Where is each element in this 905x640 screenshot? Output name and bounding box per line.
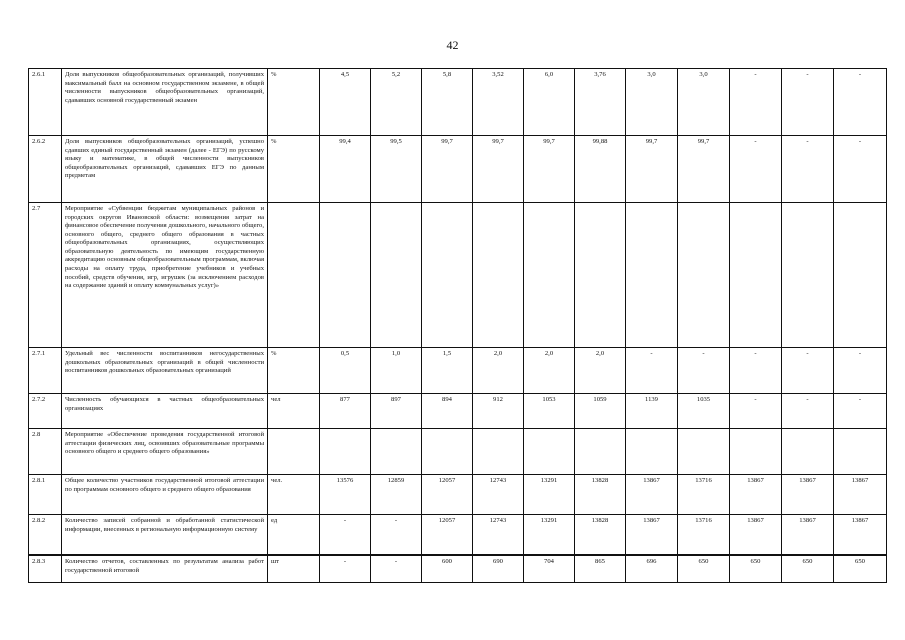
value-cell: 13867 bbox=[730, 515, 782, 556]
value-cell: 99,7 bbox=[422, 136, 473, 203]
table-row bbox=[29, 69, 887, 136]
unit-cell: ед bbox=[268, 515, 320, 556]
row-number-cell: 2.8.3 bbox=[29, 555, 62, 583]
value-cell: - bbox=[782, 394, 834, 429]
table-row bbox=[29, 203, 887, 348]
value-cell: 600 bbox=[422, 555, 473, 583]
value-cell: - bbox=[782, 348, 834, 394]
value-cell bbox=[422, 203, 473, 348]
value-cell bbox=[575, 203, 626, 348]
value-cell bbox=[834, 429, 887, 475]
value-cell bbox=[626, 203, 678, 348]
value-cell: 3,52 bbox=[473, 69, 524, 136]
value-cell bbox=[422, 429, 473, 475]
row-number-cell: 2.6.2 bbox=[29, 136, 62, 203]
value-cell: 3,0 bbox=[678, 69, 730, 136]
unit-cell bbox=[268, 203, 320, 348]
table-row bbox=[29, 348, 887, 394]
row-number-cell: 2.8.1 bbox=[29, 475, 62, 515]
value-cell: 2,0 bbox=[524, 348, 575, 394]
value-cell: 2,0 bbox=[473, 348, 524, 394]
value-cell: 12743 bbox=[473, 515, 524, 556]
value-cell: 99,4 bbox=[320, 136, 371, 203]
value-cell: 13867 bbox=[782, 515, 834, 556]
table-row bbox=[29, 429, 887, 475]
value-cell: 13867 bbox=[730, 475, 782, 515]
value-cell: 99,7 bbox=[678, 136, 730, 203]
page-number: 42 bbox=[446, 38, 459, 52]
value-cell: 13828 bbox=[575, 475, 626, 515]
value-cell bbox=[371, 203, 422, 348]
unit-cell: % bbox=[268, 136, 320, 203]
value-cell bbox=[320, 429, 371, 475]
value-cell: 13867 bbox=[782, 475, 834, 515]
value-cell: - bbox=[626, 348, 678, 394]
value-cell: 0,5 bbox=[320, 348, 371, 394]
value-cell bbox=[473, 203, 524, 348]
value-cell: 877 bbox=[320, 394, 371, 429]
unit-cell: % bbox=[268, 348, 320, 394]
table-row bbox=[29, 515, 887, 556]
indicator-name-cell: Доля выпускников общеобразовательных организаций, успешно сдавших единый государственный экзамен (далее - ЕГЭ) по русскому языку и математике, в общей численности выпускников общеобразовательных организаций, сдававших ЕГЭ по данным предметам bbox=[62, 136, 268, 203]
table-row bbox=[29, 475, 887, 515]
value-cell: 13867 bbox=[626, 515, 678, 556]
value-cell: 99,7 bbox=[626, 136, 678, 203]
row-number-cell: 2.6.1 bbox=[29, 69, 62, 136]
table-row bbox=[29, 394, 887, 429]
value-cell: 12743 bbox=[473, 475, 524, 515]
value-cell: 13867 bbox=[834, 475, 887, 515]
table-row bbox=[29, 136, 887, 203]
value-cell bbox=[626, 429, 678, 475]
row-number-cell: 2.7.2 bbox=[29, 394, 62, 429]
value-cell: 13576 bbox=[320, 475, 371, 515]
row-number-cell: 2.8 bbox=[29, 429, 62, 475]
value-cell: 894 bbox=[422, 394, 473, 429]
unit-cell: % bbox=[268, 69, 320, 136]
value-cell: - bbox=[730, 348, 782, 394]
value-cell bbox=[575, 429, 626, 475]
value-cell: 912 bbox=[473, 394, 524, 429]
value-cell: 865 bbox=[575, 555, 626, 583]
value-cell: 650 bbox=[730, 555, 782, 583]
value-cell bbox=[371, 429, 422, 475]
value-cell: 13291 bbox=[524, 475, 575, 515]
value-cell: 13867 bbox=[834, 515, 887, 556]
value-cell: 12057 bbox=[422, 475, 473, 515]
value-cell bbox=[782, 429, 834, 475]
value-cell bbox=[524, 429, 575, 475]
unit-cell: шт bbox=[268, 555, 320, 583]
value-cell: - bbox=[834, 394, 887, 429]
value-cell: - bbox=[782, 136, 834, 203]
value-cell: 1,0 bbox=[371, 348, 422, 394]
value-cell: 99,7 bbox=[524, 136, 575, 203]
value-cell: - bbox=[678, 348, 730, 394]
value-cell: 2,0 bbox=[575, 348, 626, 394]
value-cell: 650 bbox=[834, 555, 887, 583]
value-cell: 704 bbox=[524, 555, 575, 583]
value-cell: 1,5 bbox=[422, 348, 473, 394]
value-cell: - bbox=[834, 348, 887, 394]
value-cell: 12859 bbox=[371, 475, 422, 515]
value-cell: 1053 bbox=[524, 394, 575, 429]
indicator-name-cell: Общее количество участников государственной итоговой аттестации по программам основного общего и среднего общего образования bbox=[62, 475, 268, 515]
value-cell: 13716 bbox=[678, 515, 730, 556]
value-cell: 13716 bbox=[678, 475, 730, 515]
value-cell bbox=[473, 429, 524, 475]
value-cell: 1139 bbox=[626, 394, 678, 429]
row-number-cell: 2.7.1 bbox=[29, 348, 62, 394]
indicator-name-cell: Количество записей собранной и обработанной статистической информации, внесенных в региональную информационную систему bbox=[62, 515, 268, 556]
value-cell: 5,2 bbox=[371, 69, 422, 136]
indicator-name-cell: Мероприятие «Субвенции бюджетам муниципальных районов и городских округов Ивановской области: возмещения затрат на финансовое обеспечение получения дошкольного, начального общего, основного общего, среднего общего образования в частных общеобразовательных организациях, осуществляющих образовательную деятельность по имеющим государственную аккредитацию основным общеобразовательным программам, включая расходы на оплату труда, приобретение учебников и учебных пособий, средств обучения, игр, игрушек (за исключением расходов на содержание зданий и оплату коммунальных услуг)» bbox=[62, 203, 268, 348]
value-cell: - bbox=[782, 69, 834, 136]
row-number-cell: 2.8.2 bbox=[29, 515, 62, 556]
value-cell: - bbox=[320, 555, 371, 583]
value-cell: 650 bbox=[678, 555, 730, 583]
indicator-name-cell: Удельный вес численности воспитанников негосударственных дошкольных образовательных организаций в общей численности воспитанников дошкольных образовательных организаций bbox=[62, 348, 268, 394]
value-cell: - bbox=[730, 136, 782, 203]
value-cell: - bbox=[730, 69, 782, 136]
indicator-name-cell: Количество отчетов, составленных по результатам анализа работ государственной итоговой bbox=[62, 555, 268, 583]
value-cell: 3,0 bbox=[626, 69, 678, 136]
value-cell: 6,0 bbox=[524, 69, 575, 136]
value-cell: - bbox=[371, 515, 422, 556]
value-cell bbox=[320, 203, 371, 348]
table-row bbox=[29, 555, 887, 583]
indicator-name-cell: Доля выпускников общеобразовательных организаций, получивших максимальный балл на основном государственном экзамене, в общей численности выпускников общеобразовательных организаций, сдававших основной государственный экзамен bbox=[62, 69, 268, 136]
value-cell: 13291 bbox=[524, 515, 575, 556]
value-cell: 897 bbox=[371, 394, 422, 429]
value-cell bbox=[730, 203, 782, 348]
value-cell bbox=[834, 203, 887, 348]
value-cell: 99,88 bbox=[575, 136, 626, 203]
value-cell: - bbox=[730, 394, 782, 429]
unit-cell bbox=[268, 429, 320, 475]
value-cell: - bbox=[371, 555, 422, 583]
value-cell: 5,8 bbox=[422, 69, 473, 136]
unit-cell: чел. bbox=[268, 475, 320, 515]
value-cell: 99,7 bbox=[473, 136, 524, 203]
value-cell: 4,5 bbox=[320, 69, 371, 136]
value-cell: - bbox=[320, 515, 371, 556]
value-cell bbox=[730, 429, 782, 475]
value-cell: 1059 bbox=[575, 394, 626, 429]
value-cell: 13828 bbox=[575, 515, 626, 556]
value-cell bbox=[524, 203, 575, 348]
value-cell: 690 bbox=[473, 555, 524, 583]
value-cell bbox=[782, 203, 834, 348]
indicators-table bbox=[28, 68, 887, 583]
value-cell: 1035 bbox=[678, 394, 730, 429]
value-cell: 99,5 bbox=[371, 136, 422, 203]
value-cell: 696 bbox=[626, 555, 678, 583]
row-number-cell: 2.7 bbox=[29, 203, 62, 348]
value-cell bbox=[678, 203, 730, 348]
value-cell: 13867 bbox=[626, 475, 678, 515]
value-cell: - bbox=[834, 136, 887, 203]
value-cell: 12057 bbox=[422, 515, 473, 556]
indicator-name-cell: Мероприятие «Обеспечение проведения государственной итоговой аттестации физических лиц, освоивших образовательные программы основного общего и среднего общего образования» bbox=[62, 429, 268, 475]
value-cell: 3,76 bbox=[575, 69, 626, 136]
value-cell bbox=[678, 429, 730, 475]
indicator-name-cell: Численность обучающихся в частных общеобразовательных организациях bbox=[62, 394, 268, 429]
unit-cell: чел bbox=[268, 394, 320, 429]
value-cell: 650 bbox=[782, 555, 834, 583]
value-cell: - bbox=[834, 69, 887, 136]
